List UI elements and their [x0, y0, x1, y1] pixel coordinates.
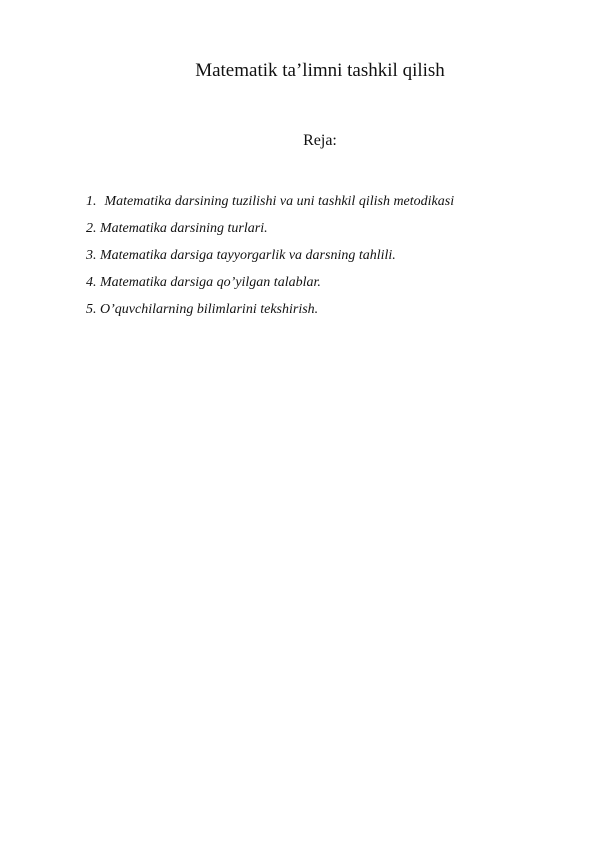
plan-heading: Reja:: [303, 132, 337, 149]
plan-item: [86, 269, 546, 296]
plan-item-number: 4.: [86, 275, 97, 290]
plan-item-number: 2.: [86, 221, 97, 236]
plan-item-number: 1.: [86, 194, 97, 209]
plan-item-text: O’quvchilarning bilimlarini tekshirish.: [100, 302, 319, 317]
plan-item: [86, 215, 546, 242]
plan-list: [86, 188, 546, 323]
plan-item: [86, 188, 546, 215]
plan-item: [86, 242, 546, 269]
plan-item-number: 3.: [86, 248, 97, 263]
plan-item-number: 5.: [86, 302, 97, 317]
document-title: Matematik ta’limni tashkil qilish: [195, 60, 445, 81]
plan-item-text: Matematika darsining tuzilishi va uni tashkil qilish metodikasi: [104, 194, 455, 209]
plan-item-text: Matematika darsiga tayyorgarlik va darsning tahlili.: [100, 248, 396, 263]
plan-item-text: Matematika darsiga qo’yilgan talablar.: [100, 275, 321, 290]
plan-item: [86, 296, 546, 323]
plan-item-text: Matematika darsining turlari.: [100, 221, 268, 236]
